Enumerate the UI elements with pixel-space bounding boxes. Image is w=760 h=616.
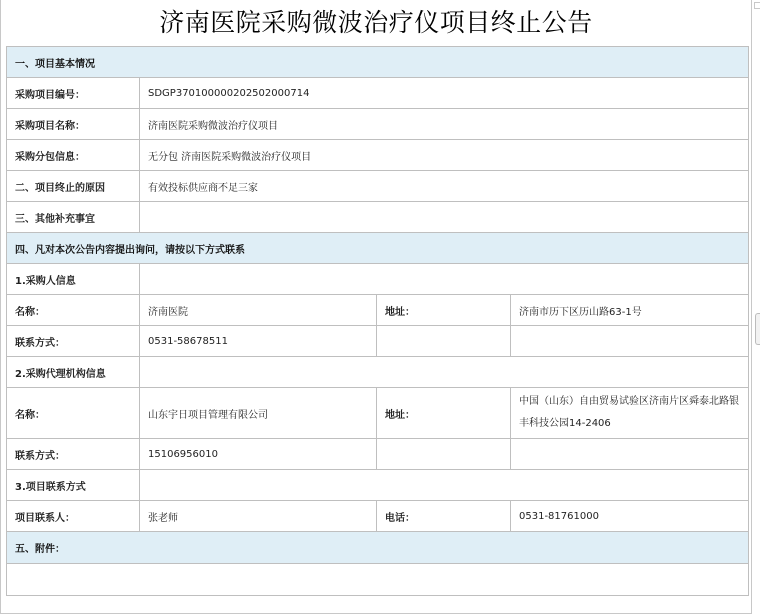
row-project-name	[7, 109, 749, 140]
purchaser-contact-value: 0531-58678511	[140, 326, 377, 357]
row-purchaser-heading	[7, 264, 749, 295]
project-no-value: SDGP370100000202502000714	[140, 78, 749, 109]
purchaser-name-label: 名称：	[7, 295, 140, 326]
project-name-value: 济南医院采购微波治疗仪项目	[140, 109, 749, 140]
contact-person-label: 项目联系人：	[7, 501, 140, 532]
purchaser-contact-blank-a	[377, 326, 511, 357]
row-purchaser-contact	[7, 326, 749, 357]
row-agency-heading	[7, 357, 749, 388]
purchaser-address-label: 地址：	[377, 295, 511, 326]
reason-label: 二、项目终止的原因	[7, 171, 140, 202]
section-contact	[7, 233, 749, 264]
section-contact-label: 四、凡对本次公告内容提出询问，请按以下方式联系	[7, 233, 749, 264]
row-agency-contact	[7, 439, 749, 470]
section-basic	[7, 47, 749, 78]
side-scroll-handle[interactable]	[755, 313, 760, 345]
contact-phone-value: 0531-81761000	[511, 501, 749, 532]
other-label: 三、其他补充事宜	[7, 202, 140, 233]
agency-address-label: 地址：	[377, 388, 511, 439]
attachment-content	[7, 564, 749, 596]
agency-contact-blank-b	[511, 439, 749, 470]
page-title: 济南医院采购微波治疗仪项目终止公告	[159, 8, 593, 37]
row-project-contact-heading	[7, 470, 749, 501]
agency-contact-value: 15106956010	[140, 439, 377, 470]
project-name-label: 采购项目名称：	[7, 109, 140, 140]
agency-name-value: 山东宇日项目管理有限公司	[140, 388, 377, 439]
purchaser-contact-label: 联系方式：	[7, 326, 140, 357]
agency-heading-blank	[140, 357, 749, 388]
row-project-contact	[7, 501, 749, 532]
purchaser-contact-blank-b	[511, 326, 749, 357]
project-no-label: 采购项目编号：	[7, 78, 140, 109]
row-other	[7, 202, 749, 233]
section-attachment	[7, 532, 749, 564]
agency-name-label: 名称：	[7, 388, 140, 439]
agency-address-cell	[511, 388, 749, 439]
purchaser-address-value: 济南市历下区历山路63-1号	[511, 295, 749, 326]
package-value: 无分包 济南医院采购微波治疗仪项目	[140, 140, 749, 171]
agency-contact-blank-a	[377, 439, 511, 470]
row-agency-name	[7, 388, 749, 439]
row-reason	[7, 171, 749, 202]
other-value	[140, 202, 749, 233]
row-attachment-content	[7, 564, 749, 596]
section-basic-label: 一、项目基本情况	[7, 47, 749, 78]
section-attachment-label: 五、附件：	[7, 532, 749, 564]
notice-table	[6, 46, 749, 596]
corner-marker	[754, 2, 760, 9]
row-package	[7, 140, 749, 171]
reason-value: 有效投标供应商不足三家	[140, 171, 749, 202]
contact-person-value: 张老师	[140, 501, 377, 532]
row-project-no	[7, 78, 749, 109]
project-contact-heading: 3.项目联系方式	[7, 470, 140, 501]
agency-contact-label: 联系方式：	[7, 439, 140, 470]
agency-address-value: 中国（山东）自由贸易试验区济南片区舜泰北路银丰科技公园14-2406	[519, 396, 739, 429]
agency-heading: 2.采购代理机构信息	[7, 357, 140, 388]
project-contact-heading-blank	[140, 470, 749, 501]
purchaser-heading-blank	[140, 264, 749, 295]
package-label: 采购分包信息：	[7, 140, 140, 171]
purchaser-heading: 1.采购人信息	[7, 264, 140, 295]
contact-phone-label: 电话：	[377, 501, 511, 532]
row-purchaser-name	[7, 295, 749, 326]
purchaser-name-value: 济南医院	[140, 295, 377, 326]
